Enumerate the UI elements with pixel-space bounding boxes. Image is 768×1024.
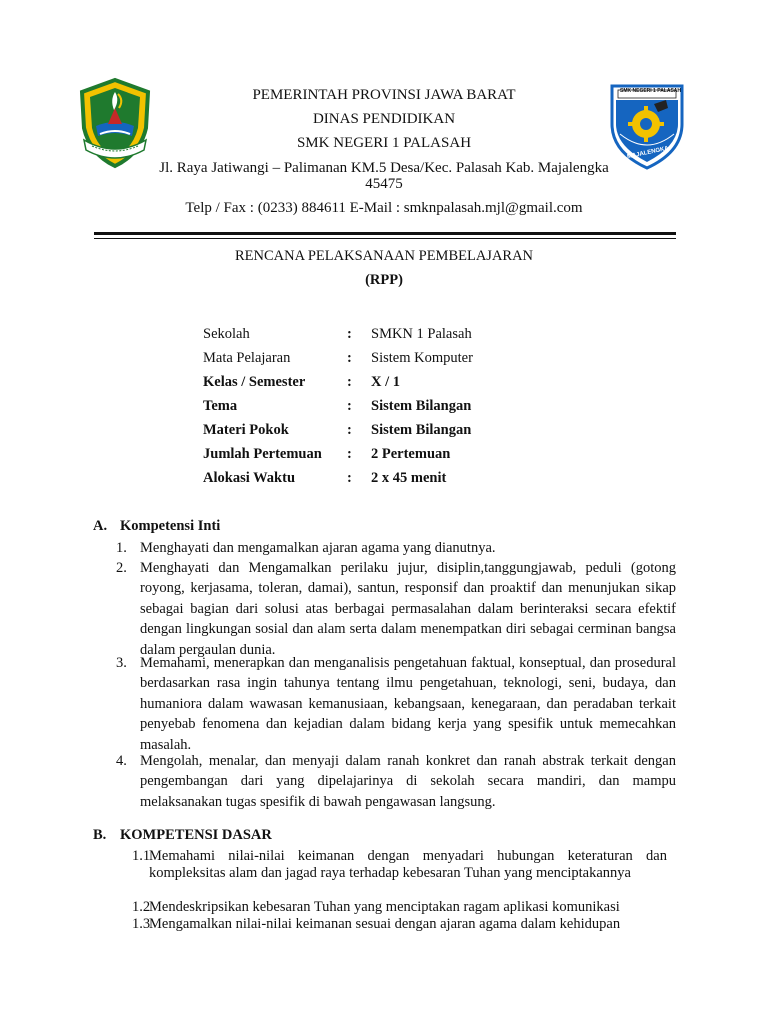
identity-colon: : <box>347 398 352 414</box>
identity-label: Jumlah Pertemuan <box>203 446 322 462</box>
identity-label: Sekolah <box>203 326 250 342</box>
identity-label: Kelas / Semester <box>203 374 306 390</box>
document-title: RENCANA PELAKSANAAN PEMBELAJARAN <box>234 248 534 264</box>
identity-colon: : <box>347 446 352 462</box>
identity-value: 2 Pertemuan <box>371 446 451 462</box>
identity-colon: : <box>347 470 352 486</box>
list-text: Mengolah, menalar, dan menyaji dalam ranah konkret dan ranah abstrak terkait dengan pengembangan dari yang dipelajarinya di sekolah secara mandiri, dan mampu melaksanakan tugas spesifik di bawah pengawasan langsung. <box>140 753 676 810</box>
list-number: 1.2 <box>132 899 151 915</box>
identity-value: SMKN 1 Palasah <box>371 326 472 342</box>
identity-value: 2 x 45 menit <box>371 470 447 486</box>
smk-logo-top-text: SMK NEGERI 1 PALASAH <box>620 88 682 94</box>
list-text: Memahami, menerapkan dan menganalisis pengetahuan faktual, konseptual, dan prosedural berdasarkan rasa ingin tahunya tentang ilmu pengetahuan, teknologi, seni, budaya, dan humaniora dalam wawasan kemanusiaan, kebangsaan, kenegaraan, dan peradaban terkait penyebab fenomena dan kejadian dalam bidang kerja yang spesifik untuk memecahkan masalah. <box>140 655 676 753</box>
identity-colon: : <box>347 350 352 366</box>
identity-value: Sistem Komputer <box>371 350 473 366</box>
identity-value: Sistem Bilangan <box>371 422 472 438</box>
header-address: Jl. Raya Jatiwangi – Palimanan KM.5 Desa/Kec. Palasah Kab. Majalengka <box>159 160 609 176</box>
list-text: Menghayati dan Mengamalkan perilaku jujur, disiplin,tanggungjawab, peduli (gotong royong, kerjasama, toleran, damai), santun, responsif dan proaktif dan menunjukan sikap sebagai bagian dari solusi atas berbagai permasalahan dalam berinteraksi secara efektif dengan lingkungan sosial dan alam serta dalam menempatkan diri sebagai cerminan bangsa dalam pergaulan dunia. <box>140 560 676 658</box>
header-department: DINAS PENDIDIKAN <box>312 111 456 127</box>
header-government: PEMERINTAH PROVINSI JAWA BARAT <box>252 87 516 103</box>
list-number: 4. <box>116 753 127 769</box>
header-postcode: 45475 <box>365 176 403 192</box>
list-text: Mengamalkan nilai-nilai keimanan sesuai dengan ajaran agama dalam kehidupan <box>149 916 621 932</box>
header-rule-thick <box>94 232 676 235</box>
list-number: 3. <box>116 655 127 671</box>
list-number: 2. <box>116 560 127 576</box>
list-number: 1. <box>116 540 127 556</box>
smk-logo-bottom-text: MAJALENGKA <box>626 145 670 161</box>
identity-label: Tema <box>203 398 238 414</box>
list-text: Memahami nilai-nilai keimanan dengan menyadari hubungan keteraturan dan kompleksitas alam dan jagad raya terhadap kebesaran Tuhan yang menciptakannya <box>149 848 667 882</box>
identity-value: X / 1 <box>371 374 400 390</box>
identity-label: Mata Pelajaran <box>203 350 291 366</box>
identity-colon: : <box>347 422 352 438</box>
list-number: 1.3 <box>132 916 151 932</box>
section-title: KOMPETENSI DASAR <box>120 827 272 843</box>
section-title: Kompetensi Inti <box>120 518 221 534</box>
document-subtitle: (RPP) <box>365 272 403 288</box>
section-letter: A. <box>93 518 108 534</box>
list-text: Menghayati dan mengamalkan ajaran agama yang dianutnya. <box>140 540 496 556</box>
header-contact: Telp / Fax : (0233) 884611 E-Mail : smknpalasah.mjl@gmail.com <box>185 200 583 216</box>
header-school-name: SMK NEGERI 1 PALASAH <box>296 135 472 151</box>
identity-label: Materi Pokok <box>203 422 289 438</box>
identity-label: Alokasi Waktu <box>203 470 296 486</box>
identity-colon: : <box>347 326 352 342</box>
identity-colon: : <box>347 374 352 390</box>
header-rule-thin <box>94 238 676 239</box>
list-number: 1.1 <box>132 848 151 864</box>
list-text: Mendeskripsikan kebesaran Tuhan yang menciptakan ragam aplikasi komunikasi <box>149 899 620 915</box>
identity-value: Sistem Bilangan <box>371 398 472 414</box>
section-letter: B. <box>93 827 107 843</box>
